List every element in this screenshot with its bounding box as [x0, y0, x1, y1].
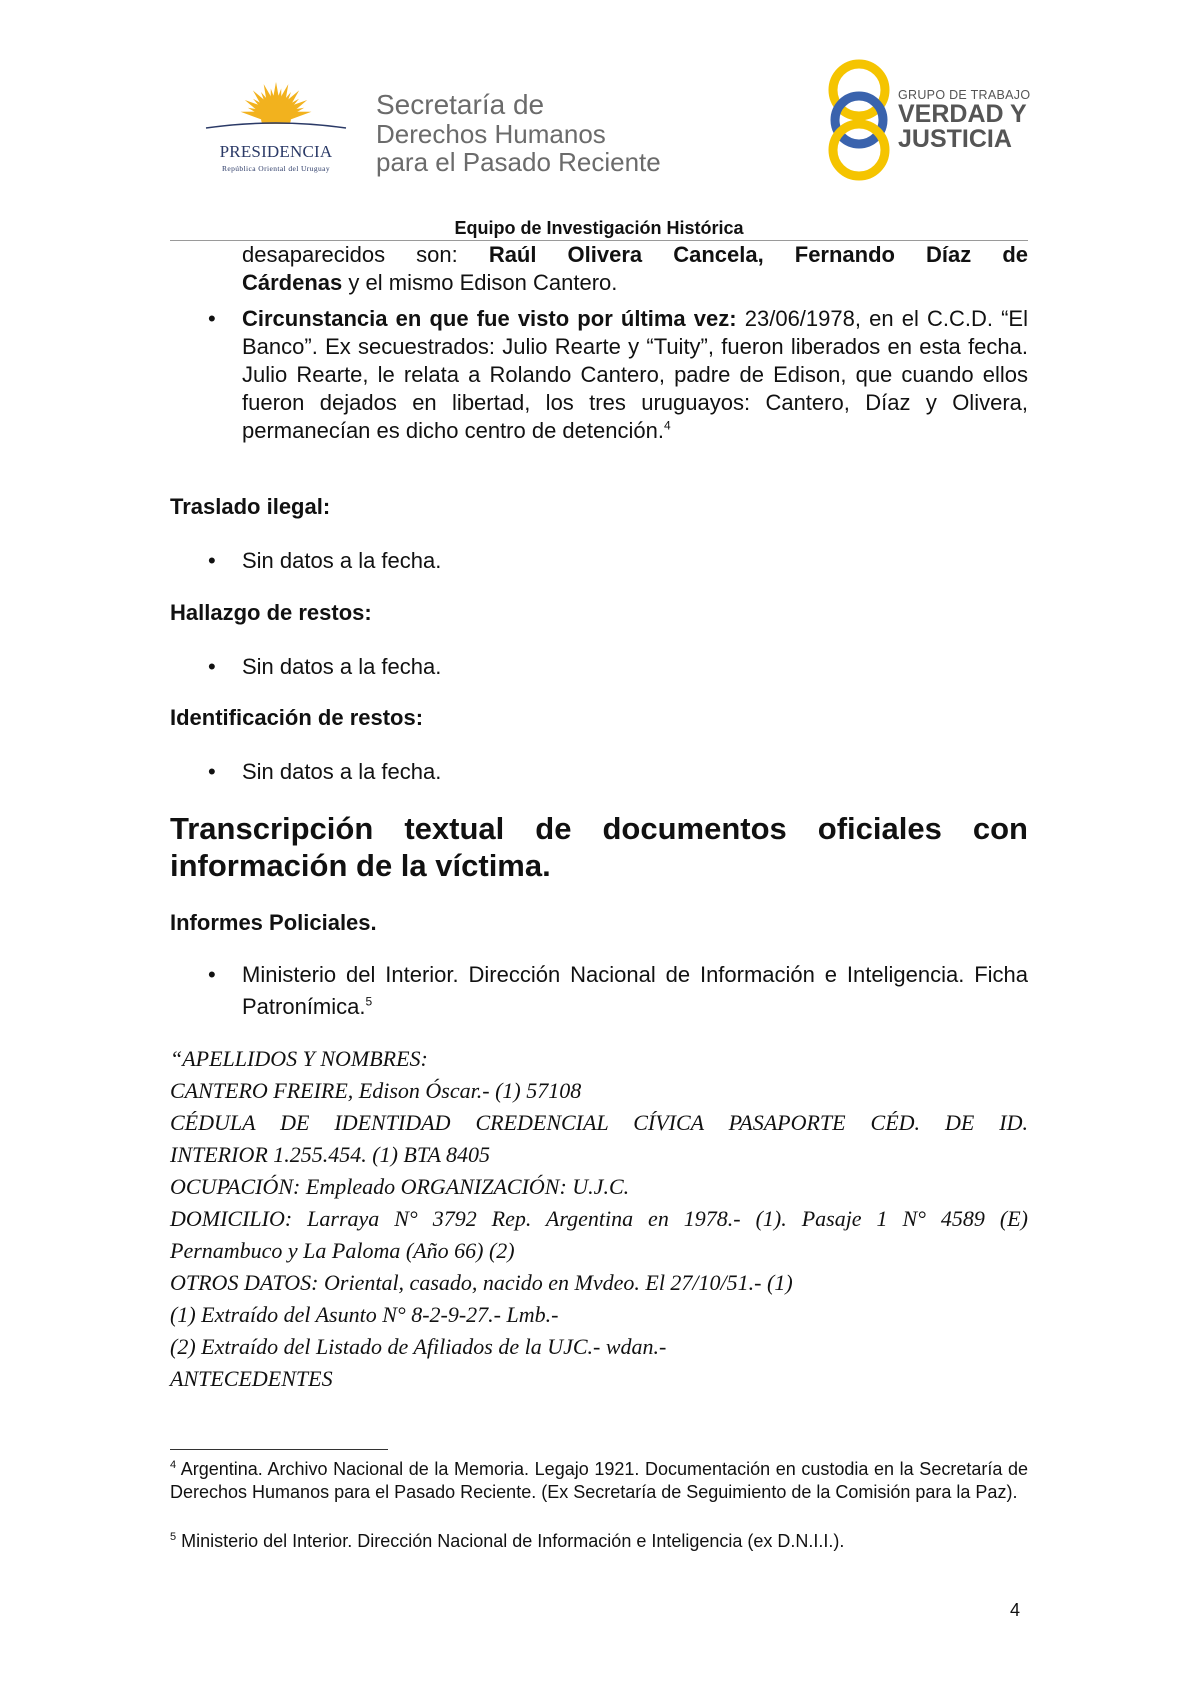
bullet-dot: • — [208, 306, 216, 331]
main-heading: Transcripción textual de documentos oficiales con información de la víctima. — [170, 811, 1028, 883]
continuation-line-1 — [242, 241, 1028, 269]
transcription-line: INTERIOR 1.255.454. (1) BTA 8405 — [170, 1142, 490, 1167]
footnote-5 — [170, 1530, 1028, 1553]
transcription-line: ANTECEDENTES — [170, 1366, 333, 1391]
gtvj-line2: JUSTICIA — [898, 125, 1012, 153]
transcription-line: CÉDULA DE IDENTIDAD CREDENCIAL CÍVICA PASAPORTE CÉD. DE ID. — [170, 1110, 1028, 1135]
identificacion-label: Identificación de restos: — [170, 705, 424, 730]
informes-label: Informes Policiales. — [170, 910, 377, 935]
interlocked-rings-icon — [824, 56, 904, 182]
footnote-5-number: 5 — [170, 1531, 177, 1543]
informes-item — [242, 959, 1028, 1023]
continuation-post: y el mismo Edison Cantero. — [342, 270, 618, 295]
team-heading: Equipo de Investigación Histórica — [454, 218, 744, 238]
circumstance-label: Circunstancia en que fue visto por última vez: — [242, 306, 737, 331]
traslado-item: Sin datos a la fecha. — [242, 548, 442, 573]
transcription-line: DOMICILIO: Larraya N° 3792 Rep. Argentina en 1978.- (1). Pasaje 1 N° 4589 (E) — [170, 1206, 1028, 1231]
traslado-label: Traslado ilegal: — [170, 494, 331, 519]
identificacion-item: Sin datos a la fecha. — [242, 759, 442, 784]
transcription-line: “APELLIDOS Y NOMBRES: — [170, 1046, 428, 1071]
secretaria-line2: Derechos Humanos — [376, 119, 606, 149]
bullet-dot: • — [208, 654, 216, 679]
continuation-names: Raúl Olivera Cancela, Fernando Díaz de — [488, 242, 1029, 267]
footnote-divider — [170, 1449, 388, 1450]
footnote-ref-5: 5 — [365, 994, 373, 1009]
transcription-line: Pernambuco y La Paloma (Año 66) (2) — [170, 1238, 515, 1263]
page-number: 4 — [1010, 1600, 1021, 1620]
continuation-pre: desaparecidos son: — [242, 242, 489, 267]
hallazgo-label: Hallazgo de restos: — [170, 600, 372, 625]
informes-item-text: Ministerio del Interior. Dirección Nacional de Información e Inteligencia. Ficha Patronímica. — [242, 962, 1028, 1019]
transcription-line: (2) Extraído del Listado de Afiliados de la UJC.- wdan.- — [170, 1334, 667, 1359]
footnote-4-number: 4 — [170, 1459, 177, 1471]
continuation-surname: Cárdenas — [242, 270, 343, 295]
presidencia-logo — [196, 82, 356, 178]
continuation-line-2 — [242, 269, 1028, 297]
verdad-justicia-text — [898, 88, 1038, 152]
bullet-dot: • — [208, 759, 216, 784]
bullet-dot: • — [208, 962, 216, 987]
presidencia-word: PRESIDENCIA — [219, 142, 333, 161]
secretaria-title — [376, 90, 716, 176]
bullet-dot: • — [208, 548, 216, 573]
footnote-ref-4: 4 — [663, 418, 671, 433]
transcription-line: (1) Extraído del Asunto N° 8-2-9-27.- Lmb.- — [170, 1302, 559, 1327]
circumstance-text: 23/06/1978, en el C.C.D. “El Banco”. Ex secuestrados: Julio Rearte y “Tuity”, fueron liberados en esta fecha. Julio Rearte, le relata a Rolando Cantero, padre de Edison, que cuando ellos fueron dejados en libertad, los tres uruguayos: Cantero, Díaz y Olivera, permanecían es dicho centro de detención. — [242, 306, 1028, 443]
footnote-5-text: Ministerio del Interior. Dirección Nacional de Información e Inteligencia (ex D.N.I.I.). — [176, 1531, 845, 1551]
footnote-4 — [170, 1458, 1028, 1504]
transcription-line: CANTERO FREIRE, Edison Óscar.- (1) 57108 — [170, 1078, 582, 1103]
circumstance-paragraph — [242, 305, 1028, 445]
hallazgo-item: Sin datos a la fecha. — [242, 654, 442, 679]
footnote-4-text: Argentina. Archivo Nacional de la Memoria. Legajo 1921. Documentación en custodia en la Secretaría de Derechos Humanos para el Pasado Reciente. (Ex Secretaría de Seguimiento de la Comisión para la Paz). — [170, 1459, 1028, 1502]
secretaria-line3: para el Pasado Reciente — [376, 147, 661, 177]
secretaria-line1: Secretaría de — [376, 89, 545, 120]
transcription-line: OCUPACIÓN: Empleado ORGANIZACIÓN: U.J.C. — [170, 1174, 630, 1199]
transcription-line: OTROS DATOS: Oriental, casado, nacido en Mvdeo. El 27/10/51.- (1) — [170, 1270, 793, 1295]
gtvj-line1: VERDAD Y — [898, 100, 1027, 128]
presidencia-subtitle: República Oriental del Uruguay — [221, 164, 330, 173]
sun-emblem-icon — [196, 82, 356, 146]
gtvj-small: GRUPO DE TRABAJO — [898, 88, 1031, 102]
